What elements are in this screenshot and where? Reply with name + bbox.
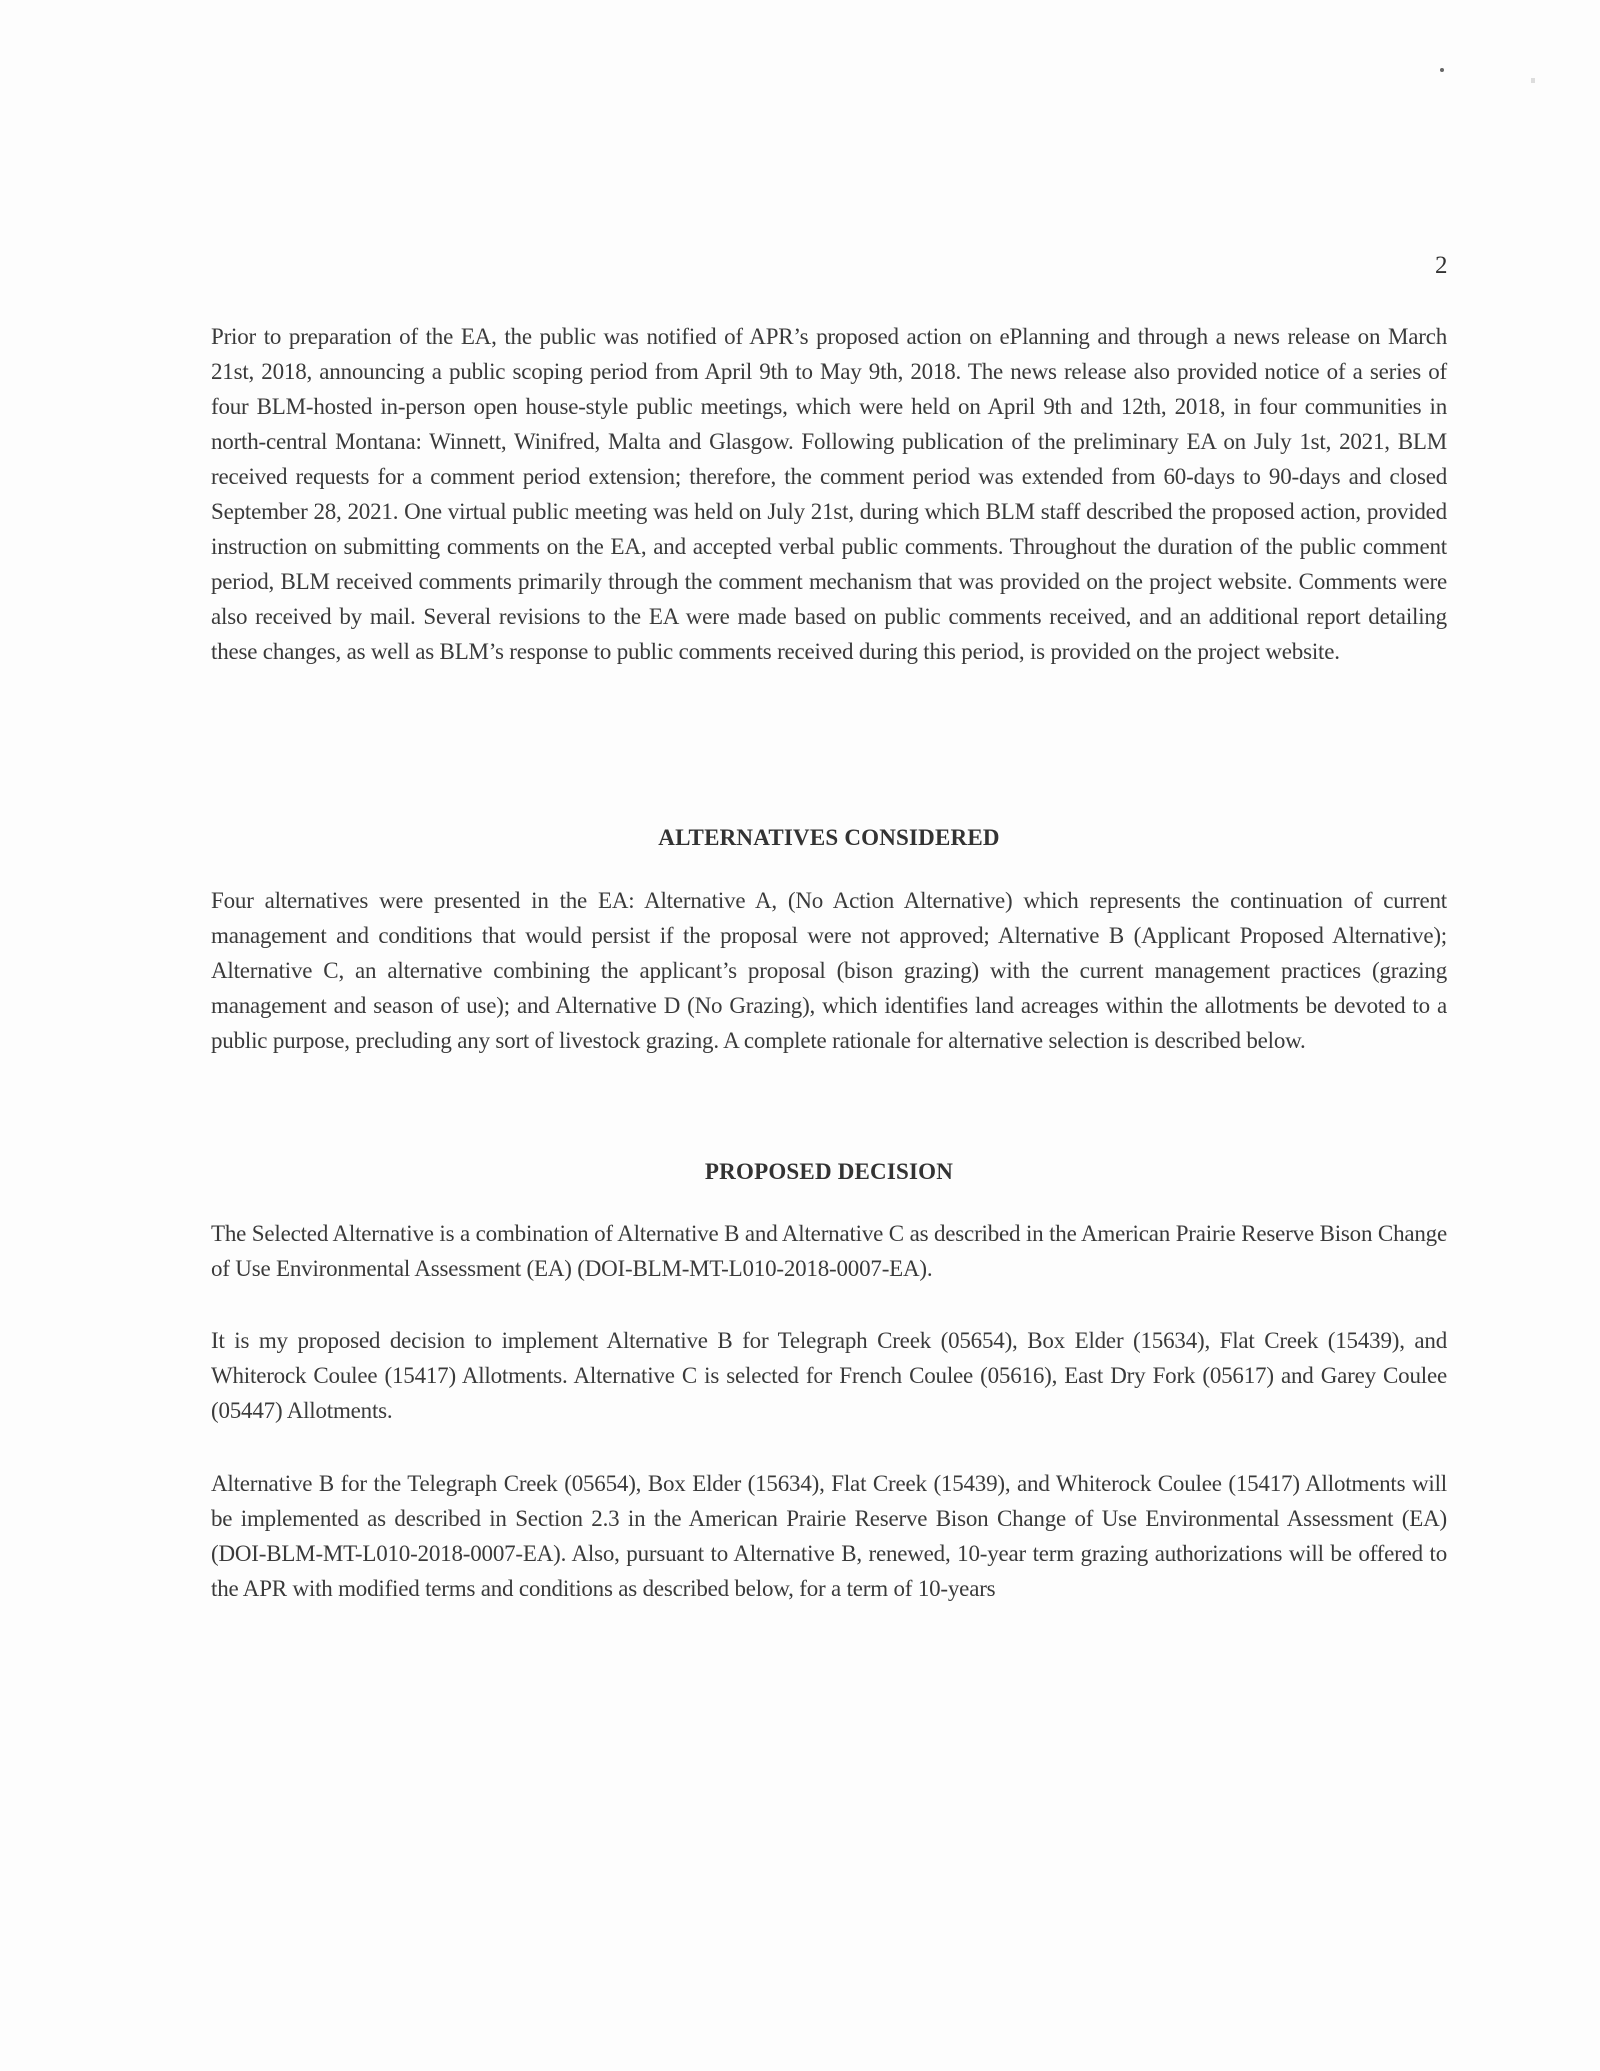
decision-paragraph-3: Alternative B for the Telegraph Creek (05654), Box Elder (15634), Flat Creek (15439), and Whiterock Coulee (15417) Allotments will be implemented as described in Section 2.3 in the American Prairie Reserve Bison Change of Use Environmental Assessment (EA) (DOI-BLM-MT-L010-2018-0007-EA). Also, pursuant to Alternative B, renewed, 10-year term grazing authorizations will be offered to the APR with modified terms and conditions as described below, for a term of 10-years	[211, 1471, 1447, 1601]
decision-paragraph-2: It is my proposed decision to implement Alternative B for Telegraph Creek (05654), Box Elder (15634), Flat Creek (15439), and Whiterock Coulee (15417) Allotments. Alternative C is selected for French Coulee (05616), East Dry Fork (05617) and Garey Coulee (05447) Allotments.	[211, 1328, 1447, 1423]
scan-speck	[1440, 68, 1444, 72]
decision-paragraph-1: The Selected Alternative is a combination of Alternative B and Alternative C as described in the American Prairie Reserve Bison Change of Use Environmental Assessment (EA) (DOI-BLM-MT-L010-2018-0007-EA).	[211, 1221, 1447, 1281]
alternatives-considered-heading: ALTERNATIVES CONSIDERED	[658, 825, 1000, 850]
alternatives-paragraph: Four alternatives were presented in the EA: Alternative A, (No Action Alternative) which represents the continuation of current management and conditions that would persist if the proposal were not approved; Alternative B (Applicant Proposed Alternative); Alternative C, an alternative combining the applicant’s proposal (bison grazing) with the current management practices (grazing management and season of use); and Alternative D (No Grazing), which identifies land acreages within the allotments be devoted to a public purpose, precluding any sort of livestock grazing. A complete rationale for alternative selection is described below.	[211, 888, 1447, 1053]
proposed-decision-heading: PROPOSED DECISION	[704, 1159, 954, 1184]
scan-speck	[1531, 78, 1535, 83]
page-number: 2	[1435, 252, 1448, 279]
intro-paragraph: Prior to preparation of the EA, the public was notified of APR’s proposed action on ePlanning and through a news release on March 21st, 2018, announcing a public scoping period from April 9th to May 9th, 2018. The news release also provided notice of a series of four BLM-hosted in-person open house-style public meetings, which were held on April 9th and 12th, 2018, in four communities in north-central Montana: Winnett, Winifred, Malta and Glasgow. Following publication of the preliminary EA on July 1st, 2021, BLM received requests for a comment period extension; therefore, the comment period was extended from 60-days to 90-days and closed September 28, 2021. One virtual public meeting was held on July 21st, during which BLM staff described the proposed action, provided instruction on submitting comments on the EA, and accepted verbal public comments. Throughout the duration of the public comment period, BLM received comments primarily through the comment mechanism that was provided on the project website. Comments were also received by mail. Several revisions to the EA were made based on public comments received, and an additional report detailing these changes, as well as BLM’s response to public comments received during this period, is provided on the project website.	[211, 324, 1447, 664]
